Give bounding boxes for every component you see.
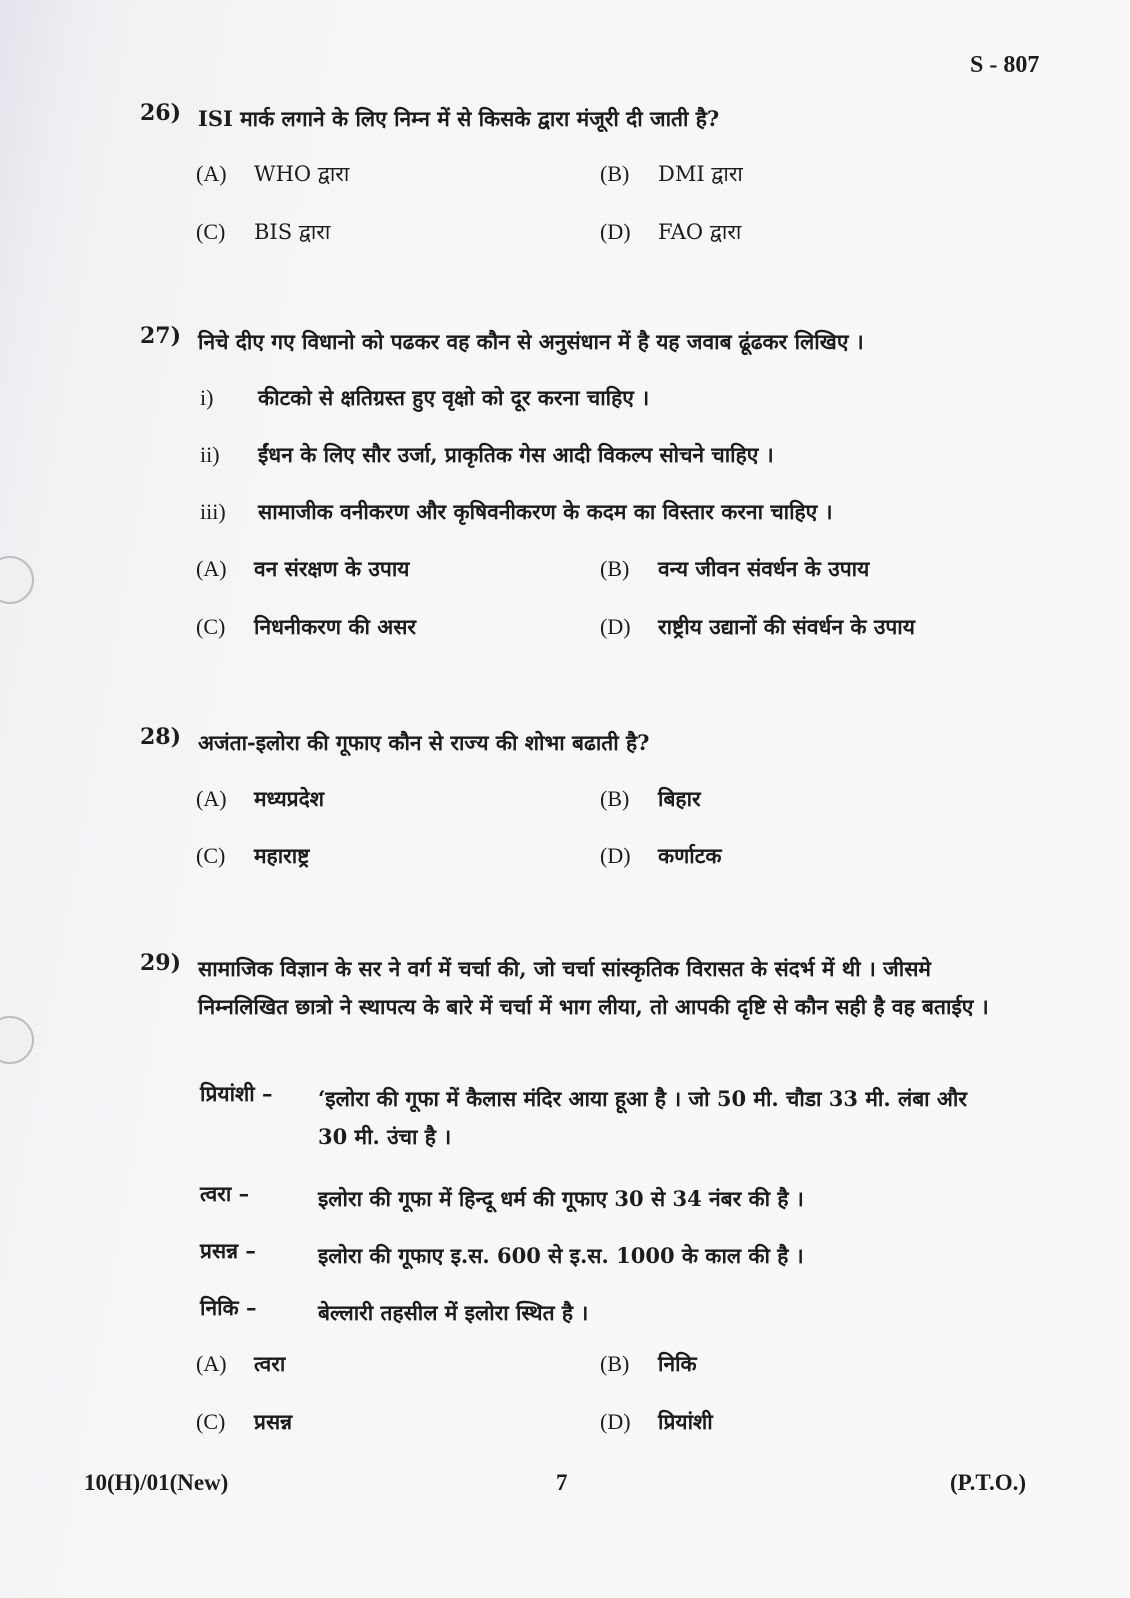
option-d: (D) कर्णाटक [600, 843, 722, 868]
speaker-niki: निकि – बेल्लारी तहसील में इलोरा स्थित है । [200, 1295, 589, 1325]
option-d: (D) प्रियांशी [600, 1409, 713, 1434]
statement-ii: ii) ईंधन के लिए सौर उर्जा, प्राकृतिक गेस आदी विकल्प सोचने चाहिए । [200, 442, 774, 467]
option-c: (C) BIS द्वारा [196, 219, 331, 244]
question-27 [140, 323, 1000, 361]
question-number: 29) [140, 950, 182, 976]
question-text: निचे दीए गए विधानो को पढकर वह कौन से अनुसंधान में है यह जवाब ढूंढकर लिखिए । [198, 329, 864, 354]
speaker-priyanshi: प्रियांशी – ‘इलोरा की गूफा में कैलास मंदिर आया हूआ है । जो 50 मी. चौडा 33 मी. लंबा और 30 मी. उंचा है । [200, 1081, 968, 1149]
speaker-prasanna: प्रसन्न – इलोरा की गूफाए इ.स. 600 से इ.स. 1000 के काल की है । [200, 1238, 804, 1268]
option-b: (B) बिहार [600, 786, 701, 811]
option-a: (A) WHO द्वारा [196, 161, 350, 186]
option-c: (C) महाराष्ट्र [196, 843, 310, 868]
question-text: अजंता-इलोरा की गूफाए कौन से राज्य की शोभा बढाती है? [198, 730, 650, 755]
option-d: (D) FAO द्वारा [600, 219, 742, 244]
option-c: (C) प्रसन्न [196, 1409, 293, 1434]
question-text: सामाजिक विज्ञान के सर ने वर्ग में चर्चा की, जो चर्चा सांस्कृतिक विरासत के संदर्भ में थी । जीसमे निम्नलिखित छात्रो ने स्थापत्य के बारे में चर्चा में भाग लीया, तो आपकी दृष्टि से कौन सही है वह बताईए । [198, 956, 989, 1019]
statement-i: i) कीटको से क्षतिग्रस्त हुए वृक्षो को दूर करना चाहिए । [200, 385, 650, 410]
question-29 [140, 950, 990, 1026]
question-28 [140, 724, 1000, 762]
pto-note: (P.T.O.) [950, 1470, 1027, 1495]
question-text: ISI मार्क लगाने के लिए निम्न में से किसके द्वारा मंजूरी दी जाती है? [198, 106, 720, 131]
footer-subject-code: 10(H)/01(New) [84, 1470, 229, 1495]
statement-iii: iii) सामाजीक वनीकरण और कृषिवनीकरण के कदम का विस्तार करना चाहिए । [200, 499, 833, 524]
punch-hole-top [0, 556, 34, 604]
option-b: (B) DMI द्वारा [600, 161, 743, 186]
question-number: 27) [140, 323, 182, 349]
question-number: 28) [140, 724, 182, 750]
option-c: (C) निधनीकरण की असर [196, 614, 417, 639]
option-a: (A) वन संरक्षण के उपाय [196, 556, 410, 581]
paper-code: S - 807 [970, 52, 1040, 78]
page-number: 7 [556, 1470, 568, 1495]
speaker-tvara: त्वरा – इलोरा की गूफा में हिन्दू धर्म की गूफाए 30 से 34 नंबर की है । [200, 1181, 804, 1211]
question-26 [140, 100, 1000, 138]
option-b: (B) निकि [600, 1351, 697, 1376]
option-a: (A) त्वरा [196, 1351, 286, 1376]
punch-hole-bottom [0, 1016, 34, 1064]
question-number: 26) [140, 100, 182, 126]
option-d: (D) राष्ट्रीय उद्यानों की संवर्धन के उपाय [600, 614, 915, 639]
option-b: (B) वन्य जीवन संवर्धन के उपाय [600, 556, 870, 581]
option-a: (A) मध्यप्रदेश [196, 786, 325, 811]
